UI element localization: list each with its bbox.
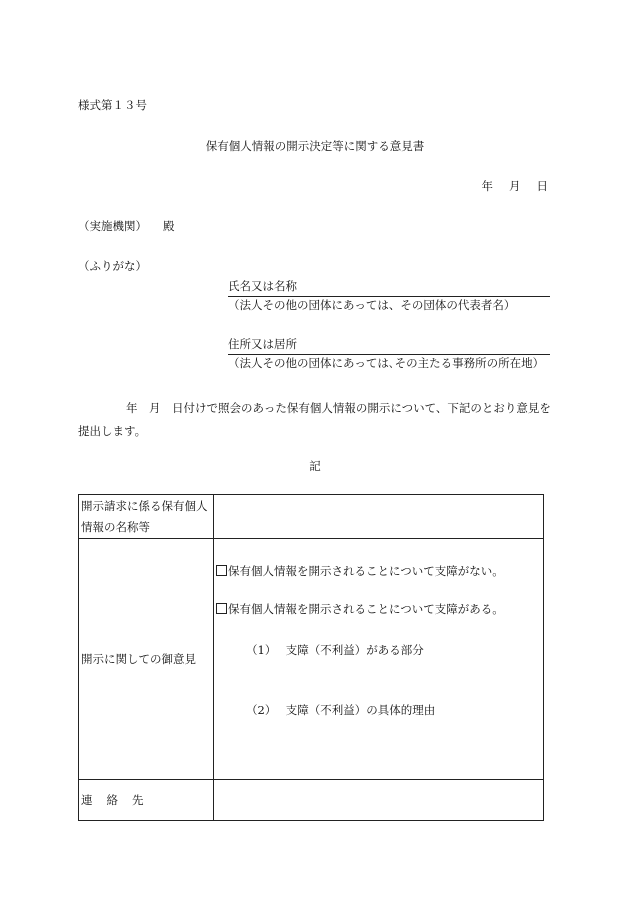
date-line (466, 178, 549, 194)
contact-char: 絡 (106, 792, 118, 807)
body-text: 年 月 日付けで照会のあった保有個人情報の開示について、下記のとおり意見を提出します。 (78, 401, 551, 438)
option-issue-label: 保有個人情報を開示されることについて支障がある。 (228, 602, 504, 616)
table-row (79, 780, 544, 821)
name-field[interactable] (228, 278, 550, 297)
address-field[interactable] (228, 336, 550, 355)
address-note: （法人その他の団体にあっては､その主たる事務所の所在地） (228, 356, 545, 370)
form-number: 様式第１３号 (78, 98, 147, 112)
opinion-form-table (78, 494, 544, 821)
option-no-issue-label: 保有個人情報を開示されることについて支障がない。 (228, 564, 504, 578)
info-name-label: 開示請求に係る保有個人情報の名称等 (79, 495, 214, 539)
option-issue[interactable] (216, 601, 504, 617)
checkbox-issue[interactable] (216, 603, 227, 614)
table-row (79, 539, 544, 780)
contact-label (79, 780, 214, 821)
date-year: 年 (481, 179, 493, 193)
address-label: 住所又は居所 (228, 337, 297, 351)
furigana-label: （ふりがな） (78, 259, 147, 273)
sub-item-affected-part: （1） 支障（不利益）がある部分 (246, 643, 424, 657)
info-name-field[interactable] (214, 495, 544, 539)
sub-item-specific-reason: （2） 支障（不利益）の具体的理由 (246, 703, 436, 717)
addressee-honorific: 殿 (163, 219, 175, 233)
opinion-field (214, 539, 544, 780)
document-title: 保有個人情報の開示決定等に関する意見書 (205, 139, 425, 153)
option-no-issue[interactable] (216, 563, 504, 579)
ki-heading: 記 (309, 459, 321, 473)
date-month: 月 (509, 179, 521, 193)
contact-char: 連 (81, 792, 93, 807)
name-label: 氏名又は名称 (228, 279, 297, 293)
contact-char: 先 (132, 792, 144, 807)
addressee (78, 218, 175, 234)
checkbox-no-issue[interactable] (216, 565, 227, 576)
addressee-agency: （実施機関） (78, 219, 147, 233)
date-day: 日 (536, 179, 548, 193)
table-row (79, 495, 544, 539)
name-note: （法人その他の団体にあっては、その団体の代表者名） (228, 298, 516, 312)
contact-field[interactable] (214, 780, 544, 821)
opinion-label: 開示に関しての御意見 (79, 539, 214, 780)
